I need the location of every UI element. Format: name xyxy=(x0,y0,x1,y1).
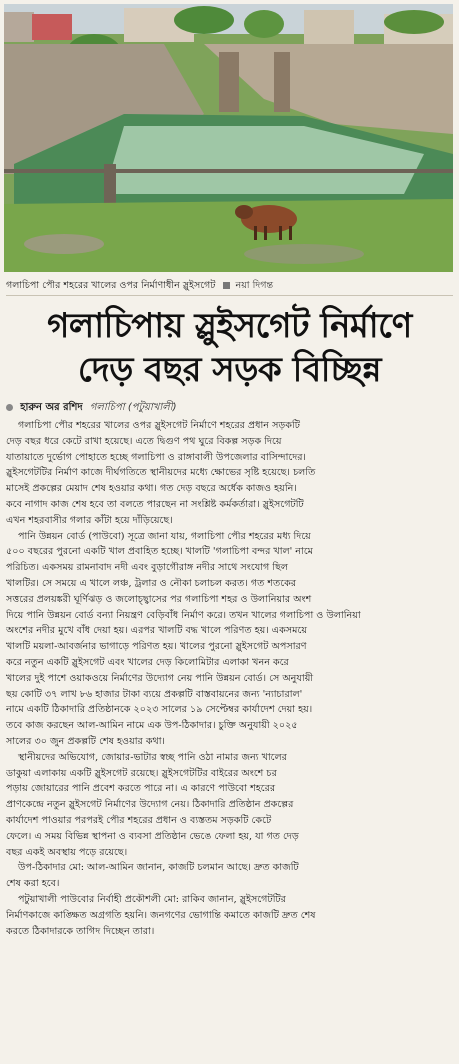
caption-separator-square xyxy=(223,282,230,289)
article-line: ৫০০ বছরের পুরনো একটি খাল প্রবাহিত হচ্ছে। খালটি 'গলাচিপা বন্দর খাল' নামে xyxy=(6,546,313,558)
article-line: পরিচিত। একসময় রামনাবাদ নদী এবং বুড়াগৌরাঙ্গ নদীর সাথে সংযোগ ছিল xyxy=(6,562,289,574)
article-body xyxy=(6,418,453,1062)
headline-line-1: গলাচিপায় স্লুইসগেট নির্মাণে xyxy=(47,306,412,346)
article-line: খালটি ময়লা-আবর্জনার ভাগাড়ে পরিণত হয়। খালের পুরনো স্লুইসগেট অপসারণ xyxy=(6,641,307,653)
article-line: পড়ায় জোয়ারের পানি প্রবেশ করতে পারে না। এ কারণে পাউবো শহরের xyxy=(6,783,276,795)
article-line: বছর একই অবস্থায় পড়ে রয়েছে। xyxy=(6,846,128,858)
article-line: করতে ঠিকাদারকে তাগিদ দিচ্ছেন তারা। xyxy=(6,925,155,937)
article-line: করে নতুন একটি স্লুইসগেট এবং খালের দেড় কিলোমিটার এলাকা খনন করে xyxy=(6,656,289,668)
dateline-location: গলাচিপা (পটুয়াখালী) xyxy=(89,402,177,413)
article-line: দেড় বছর ধরে কেটে রাখা হয়েছে। এতে দ্বিগুণ পথ ঘুরে বিকল্প সড়ক দিয়ে xyxy=(6,435,282,447)
author-name: হারুন অর রশিদ xyxy=(20,402,83,413)
caption-text: গলাচিপা পৌর শহরের খালের ওপর নির্মাণাধীন স্লুইসগেট xyxy=(6,280,216,291)
article-line: দিয়ে পানি উন্নয়ন বোর্ড বন্যা নিয়ন্ত্রণ বেড়িবাঁধ নির্মাণ করে। তখন খালের গলাচিপা ও উলানিয়া xyxy=(6,609,361,621)
article-line: খালটির। সে সময়ে এ খালে লঞ্চ, ট্রলার ও নৌকা চলাচল করত। গত শতকের xyxy=(6,577,297,589)
article-line: শেষ করা হবে। xyxy=(6,878,60,890)
article-line: নামে একটি ঠিকাদারি প্রতিষ্ঠানকে ২০২৩ সালের ১৯ সেপ্টেম্বর কার্যাদেশ দেয়া হয়। xyxy=(6,704,313,716)
article-line: কার্যাদেশ পাওয়ার পরপরই পৌর শহরের প্রধান ও ব্যস্ততম সড়কটি কেটে xyxy=(6,814,272,826)
article-line: উপ-ঠিকাদার মো: আল-আমিন জানান, কাজটি চলমান আছে। দ্রুত কাজটি xyxy=(18,862,299,874)
article-line: এখন শহরবাসীর গলার কাঁটা হয়ে দাঁড়িয়েছে। xyxy=(6,514,173,526)
article-headline xyxy=(0,304,459,392)
article-line: কবে নাগাদ কাজ শেষ হবে তা বলতে পারছেন না সংশ্লিষ্ট কর্মকর্তারা। স্লুইসগেটটি xyxy=(6,498,304,510)
headline-line-2: দেড় বছর সড়ক বিচ্ছিন্ন xyxy=(77,350,382,390)
article-line: পানি উন্নয়ন বোর্ড (পাউবো) সূত্রে জানা যায়, গলাচিপা পৌর শহরের মধ্য দিয়ে xyxy=(18,530,311,542)
article-line: খালের দুই পাশে ওয়াকওয়ে নির্মাণের উদ্যোগ নেয় পানি উন্নয়ন বোর্ড। সে অনুযায়ী xyxy=(6,672,314,684)
news-photo xyxy=(4,4,453,272)
article-line: মাসেই প্রকল্পের মেয়াদ শেষ হওয়ার কথা। গত দেড় বছরে অর্ধেক কাজও হয়নি। xyxy=(6,483,297,495)
article-line: স্থানীয়দের অভিযোগ, জোয়ার-ভাটার স্বচ্ছ পানি ওঠা নামার জন্য খালের xyxy=(18,751,287,763)
article-line: অংশের নদীর মুখে বাঁধ দেয়া হয়। এরপর খালটি বদ্ধ খালে পরিণত হয়। একসময়ে xyxy=(6,625,307,637)
article-line: ডাকুয়া এলাকায় একটি স্লুইসগেট রয়েছে। স্লুইসগেটটির বাইরের অংশে চর xyxy=(6,767,277,779)
article-line: যাতায়াতে দুর্ভোগ পোহাতে হচ্ছে গলাচিপা ও রাঙ্গাবালী উপজেলার বাসিন্দাদের। xyxy=(6,451,306,463)
article-line: ফেলে। এ সময় বিভিন্ন স্থাপনা ও ব্যবসা প্রতিষ্ঠান ভেঙে ফেলা হয়, যা গত দেড় xyxy=(6,830,299,842)
article-line: গলাচিপা পৌর শহরের খালের ওপর স্লুইসগেট নির্মাণে শহরের প্রধান সড়কটি xyxy=(18,420,300,431)
article-line: প্রাণকেন্দ্রে নতুন স্লুইসগেট নির্মাণের উদ্যোগ নেয়। ঠিকাদারি প্রতিষ্ঠান প্রকল্পের xyxy=(6,799,294,811)
article-line: পটুয়াখালী পাউবোর নির্বাহী প্রকৌশলী মো: রাকিব জানান, স্লুইসগেটটির xyxy=(18,893,286,905)
article-line: সত্তরের প্রলয়ঙ্করী ঘূর্ণিঝড় ও জলোচ্ছ্বাসের পর গলাচিপা শহর ও উলানিয়ার অংশ xyxy=(6,593,312,605)
article-line: সালের ৩০ জুন প্রকল্পটি শেষ হওয়ার কথা। xyxy=(6,735,165,747)
photo-credit: নয়া দিগন্ত xyxy=(235,280,274,291)
article-line: স্লুইসগেটটির নির্মাণ কাজে দীর্ঘগতিতে স্থানীয়দের মধ্যে ক্ষোভের সৃষ্টি হয়েছে। চলতি xyxy=(6,467,316,479)
article-line: তবে কাজ করছেন আল-আমিন নামে এক উপ-ঠিকাদার। চুক্তি অনুযায়ী ২০২৫ xyxy=(6,720,298,732)
article-line: ছয় কোটি ৩৭ লাখ ৮৬ হাজার টাকা ব্যয়ে প্রকল্পটি বাস্তবায়নের জন্য 'ন্যাচারাল' xyxy=(6,688,303,700)
photo-caption xyxy=(6,277,453,296)
byline xyxy=(6,400,453,416)
byline-bullet-icon xyxy=(6,404,13,411)
article-line: নির্মাণকাজে কাঙ্ক্ষিত অগ্রগতি হয়নি। জনগণের ভোগান্তি কমাতে কাজটি দ্রুত শেষ xyxy=(6,909,316,921)
